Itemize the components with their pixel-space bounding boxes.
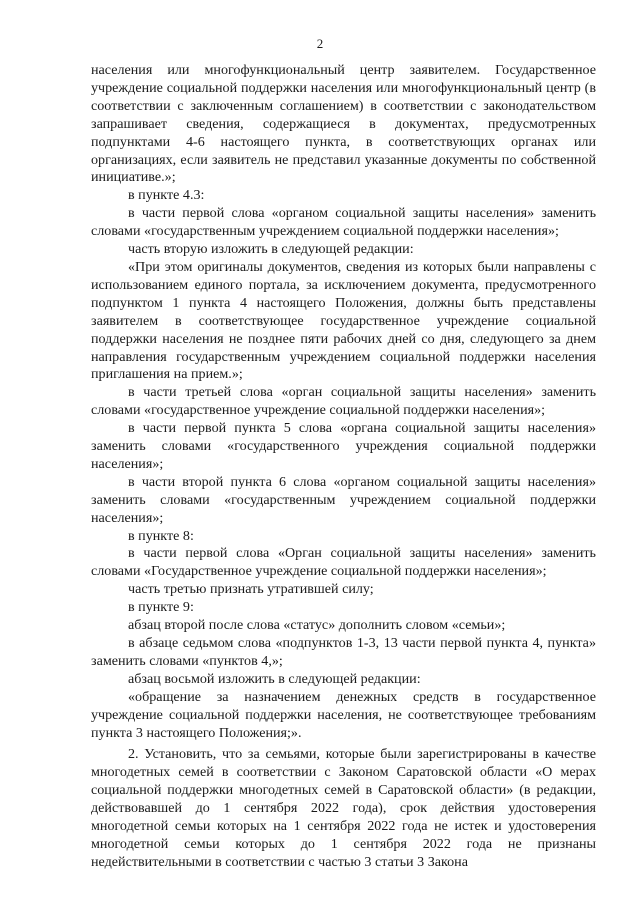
page-number: 2	[316, 36, 324, 51]
document-paragraph: в пункте 8:	[128, 527, 194, 544]
document-paragraph: в части первой слова «органом социальной защиты населения» заменить словами «государственным учреждением социальной поддержки населения»;	[91, 205, 596, 240]
document-paragraph: в части первой пункта 5 слова «органа социальной защиты населения» заменить словами «государственного учреждения социальной поддержки населения»;	[91, 420, 596, 472]
document-paragraph: часть третью признать утратившей силу;	[128, 581, 374, 598]
document-paragraph: часть вторую изложить в следующей редакции:	[128, 241, 414, 258]
document-paragraph: в абзаце седьмом слова «подпунктов 1-3, 13 части первой пункта 4, пункта» заменить словами «пунктов 4,»;	[91, 635, 596, 669]
document-paragraph: в части третьей слова «орган социальной защиты населения» заменить словами «государственное учреждение социальной поддержки населения»;	[91, 384, 596, 419]
document-paragraph: «обращение за назначением денежных средств в государственное учреждение социальной поддержки населения, не соответствующее требованиям пункта 3 настоящего Положения;».	[91, 688, 596, 741]
document-paragraph: населения или многофункциональный центр заявителем. Государственное учреждение социальной поддержки населения или многофункциональный центр (в соответствии с заключенным соглашением) в соответствии с законодательством запрашивает сведения, содержащиеся в документах, предусмотренных подпунктами 4-6 настоящего пункта, в соответствующих органах или организациях, если заявитель не представил указанные документы по собственной инициативе.»;	[91, 62, 596, 186]
document-paragraph: в пункте 4.3:	[128, 187, 205, 204]
document-paragraph: в пункте 9:	[128, 599, 194, 616]
document-paragraph: в части второй пункта 6 слова «органом социальной защиты населения» заменить словами «государственным учреждением социальной поддержки населения»;	[91, 473, 596, 526]
document-paragraph: «При этом оригиналы документов, сведения из которых были направлены с использованием единого портала, за исключением документа, предусмотренного подпунктом 1 пункта 4 настоящего Положения, должны быть представлены заявителем в соответствующее государственное учреждение социальной поддержки населения не позднее пяти рабочих дней со дня, следующего за днем направления государственным учреждением социальной поддержки населения приглашения на прием.»;	[91, 258, 596, 383]
document-paragraph: 2. Установить, что за семьями, которые были зарегистрированы в качестве многодетных семей в соответствии с Законом Саратовской области «О мерах социальной поддержки многодетных семей в Саратовской области» (в редакции, действовавшей до 1 сентября 2022 года), срок действия удостоверения многодетной семьи которых на 1 сентября 2022 года не истек и удостоверения многодетной семьи которых до 1 сентября 2022 года не признаны недействительными в соответствии с частью 3 статьи 3 Закона	[91, 746, 596, 870]
document-paragraph: в части первой слова «Орган социальной защиты населения» заменить словами «Государственное учреждение социальной поддержки населения»;	[91, 545, 596, 580]
document-paragraph: абзац второй после слова «статус» дополнить словом «семьи»;	[128, 617, 506, 634]
document-paragraph: абзац восьмой изложить в следующей редакции:	[128, 670, 421, 687]
document-body	[91, 62, 596, 872]
